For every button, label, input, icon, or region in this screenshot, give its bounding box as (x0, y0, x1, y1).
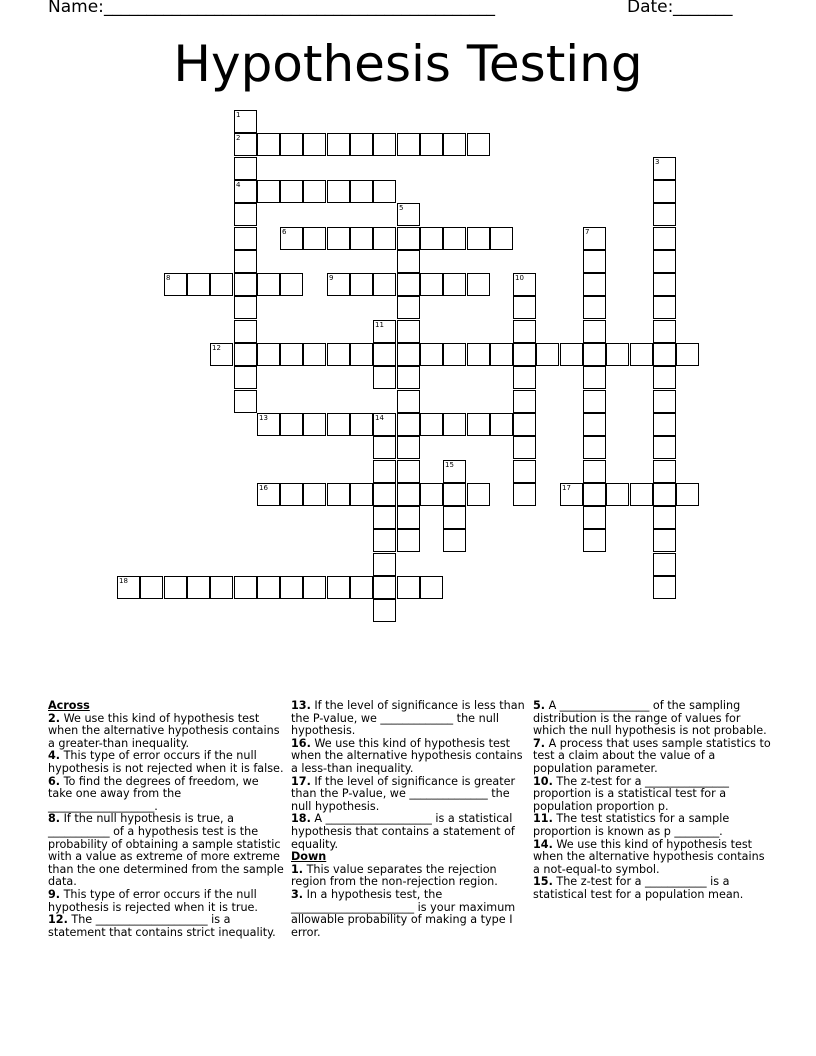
grid-cell[interactable] (653, 273, 676, 296)
grid-cell[interactable] (490, 413, 513, 436)
clue-across-6: 6. To find the degrees of freedom, we take one away from the ___________________. (48, 774, 259, 813)
grid-cell[interactable] (420, 227, 443, 250)
grid-cell[interactable] (234, 390, 257, 413)
grid-cell[interactable] (653, 506, 676, 529)
grid-cell[interactable] (420, 273, 443, 296)
clue-across-13: 13. If the level of significance is less than the P-value, we _____________ the null hypothesis. (291, 699, 525, 738)
grid-cell[interactable] (397, 436, 420, 459)
grid-cell[interactable] (397, 343, 420, 366)
grid-cell[interactable] (653, 413, 676, 436)
grid-cell[interactable] (257, 273, 280, 296)
grid-cell[interactable] (350, 343, 373, 366)
grid-cell[interactable] (420, 413, 443, 436)
grid-cell[interactable] (443, 343, 466, 366)
grid-cell[interactable] (467, 227, 490, 250)
grid-cell[interactable] (397, 250, 420, 273)
grid-cell[interactable] (373, 576, 396, 599)
cell-number: 12 (212, 344, 221, 352)
grid-cell[interactable] (303, 133, 326, 156)
grid-cell[interactable] (606, 343, 629, 366)
grid-cell[interactable] (280, 343, 303, 366)
cell-number: 13 (259, 414, 268, 422)
grid-cell[interactable] (653, 366, 676, 389)
clue-across-17: 17. If the level of significance is greater than the P-value, we ______________ the null hypothesis. (291, 774, 516, 813)
grid-cell[interactable] (513, 320, 536, 343)
clue-down-11: 11. The test statistics for a sample proportion is known as p ________. (533, 812, 730, 838)
grid-cell[interactable] (467, 483, 490, 506)
clue-down-3: 3. In a hypothesis test, the ______________________ is your maximum allowable probability of making a type I error. (291, 887, 516, 939)
grid-cell[interactable] (303, 483, 326, 506)
name-field[interactable]: ______________________________________________ (104, 0, 495, 17)
grid-cell[interactable] (420, 576, 443, 599)
grid-cell[interactable] (117, 576, 140, 599)
clues-column-3 (533, 700, 771, 902)
cell-number: 6 (282, 228, 287, 236)
grid-cell[interactable] (327, 133, 350, 156)
grid-cell[interactable] (513, 296, 536, 319)
grid-cell[interactable] (373, 529, 396, 552)
clue-across-12: 12. The ____________________ is a statement that contains strict inequality. (48, 913, 276, 939)
grid-cell[interactable] (303, 227, 326, 250)
grid-cell[interactable] (373, 366, 396, 389)
grid-cell[interactable] (583, 320, 606, 343)
grid-cell[interactable] (350, 133, 373, 156)
clue-down-5: 5. A ________________ of the sampling distribution is the range of values for which the null hypothesis is not probable. (533, 699, 767, 738)
grid-cell[interactable] (397, 483, 420, 506)
grid-cell[interactable] (606, 483, 629, 506)
grid-cell[interactable] (513, 460, 536, 483)
grid-cell[interactable] (583, 250, 606, 273)
grid-cell[interactable] (257, 180, 280, 203)
cell-number: 2 (236, 134, 241, 142)
grid-cell[interactable] (234, 227, 257, 250)
grid-cell[interactable] (490, 227, 513, 250)
clues-column-2 (291, 700, 527, 939)
grid-cell[interactable] (467, 413, 490, 436)
grid-cell[interactable] (303, 576, 326, 599)
grid-cell[interactable] (373, 133, 396, 156)
grid-cell[interactable] (140, 576, 163, 599)
grid-cell[interactable] (583, 483, 606, 506)
cell-number: 16 (259, 484, 268, 492)
grid-cell[interactable] (397, 529, 420, 552)
grid-cell[interactable] (234, 133, 257, 156)
cell-number: 7 (585, 228, 590, 236)
grid-cell[interactable] (653, 180, 676, 203)
grid-cell[interactable] (397, 273, 420, 296)
cell-number: 14 (375, 414, 384, 422)
grid-cell[interactable] (327, 483, 350, 506)
grid-cell[interactable] (373, 460, 396, 483)
grid-cell[interactable] (513, 436, 536, 459)
grid-cell[interactable] (583, 460, 606, 483)
grid-cell[interactable] (653, 483, 676, 506)
grid-cell[interactable] (513, 273, 536, 296)
grid-cell[interactable] (583, 436, 606, 459)
grid-cell[interactable] (234, 273, 257, 296)
grid-cell[interactable] (303, 343, 326, 366)
grid-cell[interactable] (373, 599, 396, 622)
grid-cell[interactable] (653, 553, 676, 576)
grid-cell[interactable] (280, 413, 303, 436)
grid-cell[interactable] (676, 343, 699, 366)
grid-cell[interactable] (630, 483, 653, 506)
date-label: Date: (627, 0, 679, 17)
grid-cell[interactable] (303, 180, 326, 203)
grid-cell[interactable] (536, 343, 559, 366)
grid-cell[interactable] (583, 273, 606, 296)
cell-number: 17 (562, 484, 571, 492)
grid-cell[interactable] (513, 413, 536, 436)
grid-cell[interactable] (234, 110, 257, 133)
grid-cell[interactable] (257, 483, 280, 506)
grid-cell[interactable] (280, 273, 303, 296)
grid-cell[interactable] (373, 553, 396, 576)
grid-cell[interactable] (234, 576, 257, 599)
grid-cell[interactable] (583, 296, 606, 319)
grid-cell[interactable] (653, 343, 676, 366)
date-field[interactable]: _______ (673, 0, 733, 17)
grid-cell[interactable] (257, 413, 280, 436)
grid-cell[interactable] (443, 273, 466, 296)
page-title: Hypothesis Testing (173, 35, 643, 93)
grid-cell[interactable] (280, 227, 303, 250)
grid-cell[interactable] (420, 133, 443, 156)
grid-cell[interactable] (513, 483, 536, 506)
grid-cell[interactable] (653, 436, 676, 459)
grid-cell[interactable] (443, 133, 466, 156)
grid-cell[interactable] (350, 483, 373, 506)
grid-cell[interactable] (210, 343, 233, 366)
grid-cell[interactable] (397, 296, 420, 319)
grid-cell[interactable] (397, 133, 420, 156)
grid-cell[interactable] (350, 227, 373, 250)
name-label: Name: (48, 0, 110, 17)
grid-cell[interactable] (420, 343, 443, 366)
grid-cell[interactable] (583, 343, 606, 366)
grid-cell[interactable] (513, 366, 536, 389)
grid-cell[interactable] (653, 250, 676, 273)
grid-cell[interactable] (327, 180, 350, 203)
grid-cell[interactable] (420, 483, 443, 506)
grid-cell[interactable] (164, 576, 187, 599)
grid-cell[interactable] (257, 343, 280, 366)
grid-cell[interactable] (397, 227, 420, 250)
grid-cell[interactable] (350, 273, 373, 296)
grid-cell[interactable] (373, 180, 396, 203)
grid-cell[interactable] (443, 506, 466, 529)
clue-across-9: 9. This type of error occurs if the null hypothesis is rejected when it is true. (48, 887, 258, 914)
grid-cell[interactable] (280, 576, 303, 599)
cell-number: 3 (655, 158, 660, 166)
grid-cell[interactable] (397, 460, 420, 483)
grid-cell[interactable] (630, 343, 653, 366)
grid-cell[interactable] (373, 320, 396, 343)
clues-column-1 (48, 700, 284, 939)
grid-cell[interactable] (234, 250, 257, 273)
grid-cell[interactable] (513, 343, 536, 366)
clue-down-10: 10. The z-test for a _______________ proportion is a statistical test for a population proportion p. (533, 774, 729, 813)
grid-cell[interactable] (234, 320, 257, 343)
grid-cell[interactable] (653, 203, 676, 226)
grid-cell[interactable] (583, 390, 606, 413)
cell-number: 8 (166, 274, 171, 282)
grid-cell[interactable] (676, 483, 699, 506)
grid-cell[interactable] (467, 273, 490, 296)
grid-cell[interactable] (443, 529, 466, 552)
grid-cell[interactable] (187, 273, 210, 296)
grid-cell[interactable] (397, 506, 420, 529)
grid-cell[interactable] (303, 413, 326, 436)
grid-cell[interactable] (397, 203, 420, 226)
across-heading: Across (48, 699, 90, 712)
grid-cell[interactable] (373, 483, 396, 506)
grid-cell[interactable] (210, 576, 233, 599)
grid-cell[interactable] (583, 506, 606, 529)
grid-cell[interactable] (373, 273, 396, 296)
clue-across-18: 18. A ___________________ is a statistical hypothesis that contains a statement of equality. (291, 812, 515, 851)
grid-cell[interactable] (583, 529, 606, 552)
grid-cell[interactable] (397, 576, 420, 599)
grid-cell[interactable] (583, 413, 606, 436)
grid-cell[interactable] (327, 227, 350, 250)
grid-cell[interactable] (373, 343, 396, 366)
grid-cell[interactable] (583, 366, 606, 389)
clue-across-4: 4. This type of error occurs if the null hypothesis is not rejected when it is false. (48, 749, 284, 775)
cell-number: 9 (329, 274, 334, 282)
cell-number: 15 (445, 461, 454, 469)
grid-cell[interactable] (653, 390, 676, 413)
grid-cell[interactable] (467, 343, 490, 366)
grid-cell[interactable] (513, 390, 536, 413)
down-heading: Down (291, 850, 327, 864)
grid-cell[interactable] (373, 436, 396, 459)
grid-cell[interactable] (234, 296, 257, 319)
grid-cell[interactable] (234, 366, 257, 389)
cell-number: 5 (399, 204, 404, 212)
grid-cell[interactable] (443, 460, 466, 483)
grid-cell[interactable] (257, 576, 280, 599)
grid-cell[interactable] (350, 180, 373, 203)
grid-cell[interactable] (280, 133, 303, 156)
grid-cell[interactable] (653, 529, 676, 552)
grid-cell[interactable] (653, 320, 676, 343)
grid-cell[interactable] (164, 273, 187, 296)
cell-number: 1 (236, 111, 241, 119)
grid-cell[interactable] (234, 203, 257, 226)
grid-cell[interactable] (234, 157, 257, 180)
grid-cell[interactable] (350, 413, 373, 436)
grid-cell[interactable] (210, 273, 233, 296)
clue-across-2: 2. We use this kind of hypothesis test when the alternative hypothesis contains a greater-than inequality. (48, 711, 280, 750)
cell-number: 4 (236, 181, 241, 189)
grid-cell[interactable] (234, 180, 257, 203)
cell-number: 11 (375, 321, 384, 329)
grid-cell[interactable] (350, 576, 373, 599)
grid-cell[interactable] (373, 506, 396, 529)
clue-down-15: 15. The z-test for a ___________ is a statistical test for a population mean. (533, 875, 744, 901)
grid-cell[interactable] (327, 343, 350, 366)
grid-cell[interactable] (373, 227, 396, 250)
grid-cell[interactable] (560, 483, 583, 506)
clue-down-14: 14. We use this kind of hypothesis test when the alternative hypothesis contains a not-equal-to symbol. (533, 837, 765, 876)
grid-cell[interactable] (397, 390, 420, 413)
grid-cell[interactable] (257, 133, 280, 156)
grid-cell[interactable] (234, 343, 257, 366)
grid-cell[interactable] (490, 343, 513, 366)
grid-cell[interactable] (397, 320, 420, 343)
grid-cell[interactable] (443, 227, 466, 250)
grid-cell[interactable] (397, 366, 420, 389)
cell-number: 10 (515, 274, 524, 282)
grid-cell[interactable] (327, 413, 350, 436)
grid-cell[interactable] (653, 576, 676, 599)
grid-cell[interactable] (467, 133, 490, 156)
grid-cell[interactable] (280, 180, 303, 203)
grid-cell[interactable] (653, 227, 676, 250)
grid-cell[interactable] (653, 460, 676, 483)
clue-across-16: 16. We use this kind of hypothesis test when the alternative hypothesis contains a less-than inequality. (291, 736, 523, 775)
grid-cell[interactable] (583, 227, 606, 250)
clue-across-8: 8. If the null hypothesis is true, a ___________ of a hypothesis test is the probability of obtaining a sample statistic with a value as extreme of more extreme than the one determined from the sample data. (48, 812, 284, 889)
grid-cell[interactable] (560, 343, 583, 366)
grid-cell[interactable] (443, 413, 466, 436)
grid-cell[interactable] (653, 157, 676, 180)
grid-cell[interactable] (327, 273, 350, 296)
grid-cell[interactable] (280, 483, 303, 506)
grid-cell[interactable] (327, 576, 350, 599)
grid-cell[interactable] (397, 413, 420, 436)
clue-down-7: 7. A process that uses sample statistics to test a claim about the value of a population parameter. (533, 736, 771, 775)
grid-cell[interactable] (187, 576, 210, 599)
cell-number: 18 (119, 577, 128, 585)
grid-cell[interactable] (653, 296, 676, 319)
grid-cell[interactable] (443, 483, 466, 506)
grid-cell[interactable] (373, 413, 396, 436)
clue-down-1: 1. This value separates the rejection region from the non-rejection region. (291, 862, 498, 889)
